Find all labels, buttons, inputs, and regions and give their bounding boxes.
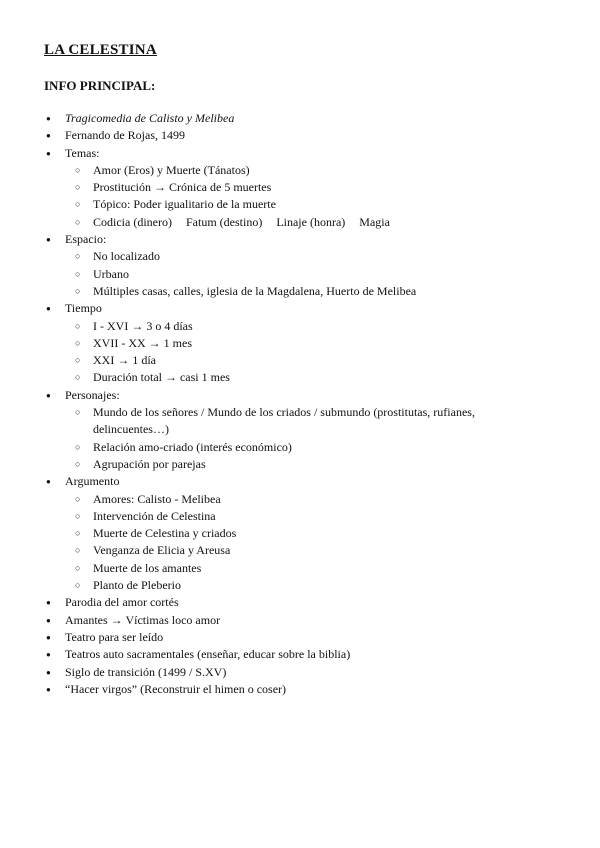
circle-bullet-icon: ○ xyxy=(75,407,81,418)
circle-bullet-icon: ○ xyxy=(75,320,81,331)
list-item-amantes xyxy=(0,612,600,629)
circle-bullet-icon: ○ xyxy=(75,251,81,262)
sub-list-item-text: I - XVI → 3 o 4 días xyxy=(93,318,193,333)
sub-list-item-text: Relación amo-criado (interés económico) xyxy=(93,439,292,454)
bullet-icon: ● xyxy=(46,632,51,642)
list-item-text: Argumento xyxy=(65,474,120,489)
tema-linaje: Linaje (honra) xyxy=(276,214,346,229)
sub-list-item xyxy=(0,508,600,525)
list-item-autos xyxy=(0,646,600,663)
list-item-autor xyxy=(0,127,600,144)
sub-list-item xyxy=(0,266,600,283)
sub-list-item-text: XVII - XX → 1 mes xyxy=(93,335,192,350)
circle-bullet-icon: ○ xyxy=(75,510,81,521)
sub-list-item xyxy=(0,248,600,265)
list-item-text: Siglo de transición (1499 / S.XV) xyxy=(65,664,227,679)
list-item-text: Espacio: xyxy=(65,232,107,247)
circle-bullet-icon: ○ xyxy=(75,562,81,573)
circle-bullet-icon: ○ xyxy=(75,441,81,452)
bullet-icon: ● xyxy=(46,131,51,141)
sub-list-item-text: XXI → 1 día xyxy=(93,353,156,368)
circle-bullet-icon: ○ xyxy=(75,216,81,227)
sub-list-item-text: Urbano xyxy=(93,266,129,281)
sub-list-item xyxy=(0,525,600,542)
document-title: LA CELESTINA xyxy=(44,42,157,58)
bullet-icon: ● xyxy=(46,235,51,245)
sub-list-item-text: Planto de Pleberio xyxy=(93,578,181,593)
list-item-virgos xyxy=(0,681,600,698)
list-item-text: Amantes → Víctimas loco amor xyxy=(65,612,221,627)
circle-bullet-icon: ○ xyxy=(75,580,81,591)
sub-list-item-text: Intervención de Celestina xyxy=(93,508,216,523)
sub-list-item xyxy=(0,404,600,439)
circle-bullet-icon: ○ xyxy=(75,458,81,469)
circle-bullet-icon: ○ xyxy=(75,372,81,383)
circle-bullet-icon: ○ xyxy=(75,164,81,175)
bullet-icon: ● xyxy=(46,598,51,608)
sub-list-item-text: Prostitución → Crónica de 5 muertes xyxy=(93,180,272,195)
bullet-icon: ● xyxy=(46,477,51,487)
bullet-icon: ● xyxy=(46,390,51,400)
list-item-obra xyxy=(0,110,600,127)
sub-list-item xyxy=(0,179,600,196)
circle-bullet-icon: ○ xyxy=(75,182,81,193)
sub-list-item-text: Amor (Eros) y Muerte (Tánatos) xyxy=(93,162,250,177)
sub-list-item-text: Muerte de los amantes xyxy=(93,560,202,575)
sub-list-item xyxy=(0,352,600,369)
list-item-text: Personajes: xyxy=(65,387,120,402)
list-item-temas xyxy=(0,145,600,162)
list-item-text: Parodia del amor cortés xyxy=(65,595,179,610)
list-item-espacio xyxy=(0,231,600,248)
sub-list-item-text: Agrupación por parejas xyxy=(93,456,206,471)
bullet-icon: ● xyxy=(46,684,51,694)
sub-list-item xyxy=(0,577,600,594)
sub-list-item xyxy=(0,196,600,213)
list-item-text: Tragicomedia de Calisto y Melibea xyxy=(65,111,235,125)
sub-list-item-text: Duración total → casi 1 mes xyxy=(93,370,230,385)
bullet-icon: ● xyxy=(46,667,51,677)
list-item-personajes xyxy=(0,387,600,404)
circle-bullet-icon: ○ xyxy=(75,268,81,279)
bullet-icon: ● xyxy=(46,304,51,314)
sub-list-item xyxy=(0,283,600,300)
list-item-text: Temas: xyxy=(65,145,100,160)
main-bullet-list xyxy=(0,110,600,698)
bullet-icon: ● xyxy=(46,114,51,123)
bullet-icon: ● xyxy=(46,615,51,625)
sub-list-item xyxy=(0,439,600,456)
circle-bullet-icon: ○ xyxy=(75,199,81,210)
list-item-text: Teatro para ser leído xyxy=(65,629,164,644)
circle-bullet-icon: ○ xyxy=(75,355,81,366)
sub-list-item xyxy=(0,214,600,231)
sub-list-item-text: Múltiples casas, calles, iglesia de la Magdalena, Huerto de Melibea xyxy=(93,283,417,298)
sub-list-item-text xyxy=(0,214,600,231)
tema-magia: Magia xyxy=(359,214,390,229)
list-item-tiempo xyxy=(0,300,600,317)
sub-list-item xyxy=(0,491,600,508)
circle-bullet-icon: ○ xyxy=(75,528,81,539)
sub-list-item-text: Mundo de los señores / Mundo de los criados / submundo (prostitutas, rufianes, delincuentes…) xyxy=(93,405,475,437)
sub-list-item-text: Tópico: Poder igualitario de la muerte xyxy=(93,197,276,212)
sub-list-item xyxy=(0,542,600,559)
sub-list-item-text: No localizado xyxy=(93,249,160,264)
list-item-text: Fernando de Rojas, 1499 xyxy=(65,128,185,143)
sub-list-item-text: Amores: Calisto - Melibea xyxy=(93,491,221,506)
list-item-teatro xyxy=(0,629,600,646)
circle-bullet-icon: ○ xyxy=(75,545,81,556)
sub-list-item xyxy=(0,335,600,352)
circle-bullet-icon: ○ xyxy=(75,337,81,348)
list-item-text: Tiempo xyxy=(65,301,102,316)
list-item-text: “Hacer virgos” (Reconstruir el himen o coser) xyxy=(65,681,287,696)
sub-list-item xyxy=(0,456,600,473)
list-item-siglo xyxy=(0,664,600,681)
tema-fatum: Fatum (destino) xyxy=(185,214,263,229)
sub-list-item xyxy=(0,560,600,577)
sub-list-item-text: Muerte de Celestina y criados xyxy=(93,526,237,541)
circle-bullet-icon: ○ xyxy=(75,285,81,296)
tema-codicia: Codicia (dinero) xyxy=(93,214,172,229)
list-item-parodia xyxy=(0,594,600,611)
sub-list-item xyxy=(0,162,600,179)
list-item-argumento xyxy=(0,473,600,490)
list-item-text: Teatros auto sacramentales (enseñar, educar sobre la biblia) xyxy=(65,647,351,662)
section-heading: INFO PRINCIPAL: xyxy=(44,78,156,93)
bullet-icon: ● xyxy=(46,650,51,660)
bullet-icon: ● xyxy=(46,148,51,158)
sub-list-item-text: Venganza de Elicia y Areusa xyxy=(93,543,231,558)
circle-bullet-icon: ○ xyxy=(75,493,81,504)
sub-list-item xyxy=(0,369,600,386)
sub-list-item xyxy=(0,318,600,335)
